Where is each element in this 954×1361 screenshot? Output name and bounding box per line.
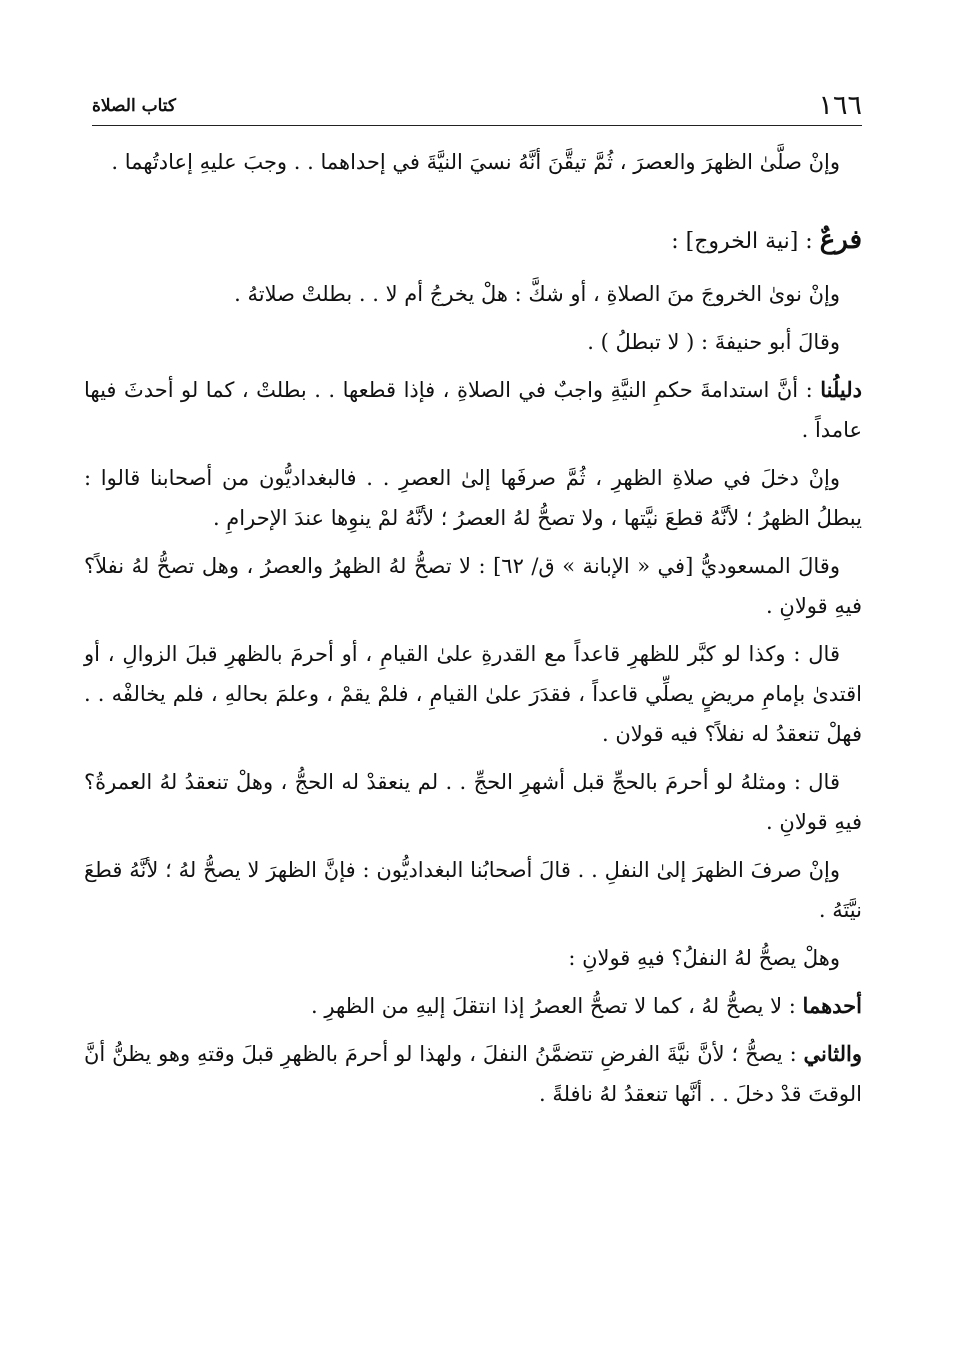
heading-keyword: فرعٌ <box>819 225 862 255</box>
paragraph-12-lead: والثاني <box>803 1041 862 1066</box>
paragraph-12-text: : يصحُّ ؛ لأنَّ نيَّةَ الفرضِ تتضمَّنُ النفلَ ، ولهذا لو أحرمَ بالظهرِ قبلَ وقتهِ وهو يظنُّ أنَّ الوقتَ قدْ دخلَ . . أنَّها تنعقدُ لهُ نافلةً . <box>84 1042 862 1106</box>
body-text <box>84 142 862 1122</box>
page-number: ١٦٦ <box>818 90 862 121</box>
paragraph-4-lead: دليلُنا <box>820 377 862 402</box>
paragraph-11-lead: أحدهما <box>802 993 862 1018</box>
paragraph-11 <box>84 986 862 1026</box>
paragraph-3: وقالَ أبو حنيفةَ : ( لا تبطلُ ) . <box>587 330 840 354</box>
paragraph-6: وقالَ المسعوديُّ [في « الإبانة » ق/ ٦٢] : لا تصحُّ لهُ الظهرُ والعصرُ ، وهل تصحُّ لهُ نفلاً؟ فيهِ قولانِ . <box>84 554 862 618</box>
paragraph-2: وإنْ نوىٰ الخروجَ منَ الصلاةِ ، أو شكَّ : هلْ يخرجُ أم لا . . بطلتْ صلاتهُ . <box>234 282 840 306</box>
paragraph-1: وإنْ صلَّىٰ الظهرَ والعصرَ ، ثُمَّ تيقَّنَ أنَّهُ نسيَ النيَّةَ في إحداهما . . وجبَ عليهِ إعادتُهما . <box>111 150 840 174</box>
paragraph-9: وإنْ صرفَ الظهرَ إلىٰ النفلِ . . قالَ أصحابُنا البغداديُّون : فإنَّ الظهرَ لا يصحُّ لهُ ؛ لأنَّهُ قطعَ نيَّتَهُ . <box>84 858 862 922</box>
paragraph-4-text: : أنَّ استدامةَ حكمِ النيَّةِ واجبٌ في الصلاةِ ، فإذا قطعها . . بطلتْ ، كما لو أحدثَ فيها عامداً . <box>84 378 862 442</box>
paragraph-5: وإنْ دخلَ في صلاةِ الظهرِ ، ثُمَّ صرفَها إلىٰ العصرِ . . فالبغداديُّون من أصحابنا قالوا : يبطلُ الظهرُ ؛ لأنَّهُ قطعَ نيَّتها ، ولا تصحُّ لهُ العصرُ ؛ لأنَّهُ لمْ ينوِها عندَ الإحرامِ . <box>84 466 862 530</box>
paragraph-10: وهلْ يصحُّ لهُ النفلُ؟ فيهِ قولانِ : <box>568 946 840 970</box>
paragraph-4 <box>84 370 862 450</box>
section-heading <box>84 220 862 262</box>
header-rule <box>92 125 862 126</box>
heading-title: : [نية الخروج] : <box>671 229 820 254</box>
page-header <box>92 80 862 120</box>
paragraph-8: قال : ومثلهُ لو أحرمَ بالحجِّ قبل أشهرِ الحجِّ . . لم ينعقدْ له الحجُّ ، وهلْ تنعقدُ لهُ العمرةُ؟ فيهِ قولانِ . <box>84 770 862 834</box>
paragraph-12 <box>84 1034 862 1114</box>
running-title: كتاب الصلاة <box>92 96 177 116</box>
paragraph-11-text: : لا يصحُّ لهُ ، كما لا تصحُّ العصرُ إذا انتقلَ إليهِ من الظهرِ . <box>311 994 803 1018</box>
paragraph-7: قال : وكذا لو كبَّر للظهرِ قاعداً مع القدرةِ علىٰ القيامِ ، أو أحرمَ بالظهرِ قبلَ الزوالِ ، أو اقتدىٰ بإمامِ مريضٍ يصلِّي قاعداً ، فقدَرَ علىٰ القيامِ ، فلمْ يقمْ ، وعلمَ بحالهِ ، فلم يخالفْه . . فهلْ تنعقدُ له نفلاً؟ فيه قولان . <box>84 642 862 746</box>
